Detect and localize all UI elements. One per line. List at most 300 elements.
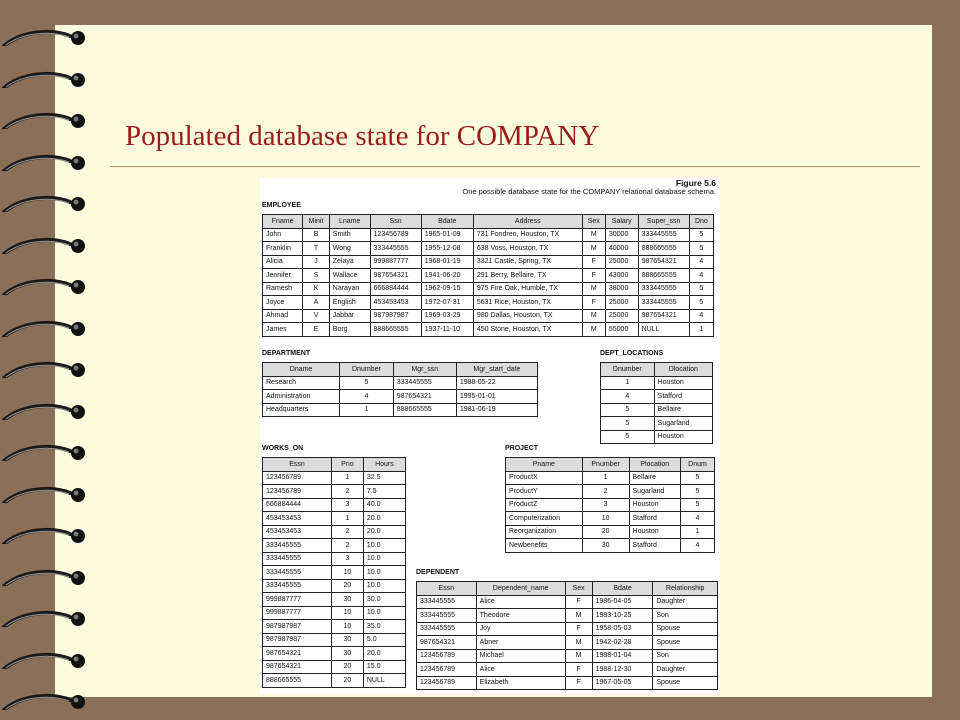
- binding-ring-icon: [0, 400, 100, 420]
- table-cell: 10: [331, 620, 363, 634]
- table-cell: F: [565, 595, 592, 609]
- table-row: [263, 620, 406, 634]
- table-cell: 666884444: [370, 282, 421, 296]
- table-cell: 987654321: [263, 660, 332, 674]
- table-cell: T: [303, 242, 330, 256]
- table-cell: ProductY: [506, 485, 583, 499]
- table-cell: 10: [331, 606, 363, 620]
- table-cell: 1967-05-05: [592, 676, 653, 690]
- table-cell: Newbenefits: [506, 539, 583, 553]
- column-header: Salary: [605, 215, 638, 229]
- table-row: [263, 606, 406, 620]
- binding-ring-icon: [0, 317, 100, 337]
- table-cell: 1983-10-25: [592, 609, 653, 623]
- table-header-row: [506, 458, 715, 472]
- table-row: [417, 609, 718, 623]
- table-cell: 5: [689, 282, 713, 296]
- table-cell: Computerization: [506, 512, 583, 526]
- table-cell: 333445555: [417, 609, 477, 623]
- table-cell: 5: [689, 242, 713, 256]
- binding-ring-icon: [0, 26, 100, 46]
- employee-table: [262, 214, 714, 337]
- table-cell: Elizabeth: [476, 676, 565, 690]
- table-cell: 30: [331, 593, 363, 607]
- table-cell: 10.0: [363, 606, 405, 620]
- table-cell: 5: [689, 228, 713, 242]
- table-cell: 43000: [605, 269, 638, 283]
- table-header-row: [263, 363, 538, 377]
- table-cell: 333445555: [393, 376, 456, 390]
- table-cell: 4: [689, 309, 713, 323]
- table-cell: 1962-09-15: [421, 282, 473, 296]
- table-cell: 333445555: [417, 595, 477, 609]
- table-row: [506, 539, 715, 553]
- table-cell: 1981-06-19: [456, 403, 537, 417]
- table-cell: M: [582, 323, 605, 337]
- table-cell: 975 Fire Oak, Humble, TX: [473, 282, 582, 296]
- table-row: [263, 269, 714, 283]
- table-cell: 10: [331, 566, 363, 580]
- table-row: [417, 595, 718, 609]
- table-cell: 123456789: [417, 676, 477, 690]
- table-cell: 888665555: [393, 403, 456, 417]
- table-cell: 40000: [605, 242, 638, 256]
- table-cell: Alicia: [263, 255, 303, 269]
- table-cell: 10.0: [363, 552, 405, 566]
- binding-ring-icon: [0, 192, 100, 212]
- table-cell: 1986-04-05: [592, 595, 653, 609]
- column-header: Super_ssn: [638, 215, 689, 229]
- table-cell: Bellaire: [654, 403, 712, 417]
- table-cell: 20: [331, 674, 363, 688]
- table-cell: ProductX: [506, 471, 583, 485]
- table-cell: 5: [681, 485, 715, 499]
- table-row: [417, 636, 718, 650]
- table-cell: Alice: [476, 595, 565, 609]
- table-cell: Son: [653, 609, 718, 623]
- column-header: Dnumber: [340, 363, 394, 377]
- table-row: [263, 242, 714, 256]
- table-cell: Headquarters: [263, 403, 340, 417]
- table-cell: 7.5: [363, 485, 405, 499]
- table-cell: V: [303, 309, 330, 323]
- table-cell: Jennifer: [263, 269, 303, 283]
- dept-locations-table: [600, 362, 713, 444]
- table-cell: Spouse: [653, 636, 718, 650]
- table-cell: Ramesh: [263, 282, 303, 296]
- table-cell: 5631 Rice, Houston, TX: [473, 296, 582, 310]
- table-cell: M: [582, 282, 605, 296]
- table-cell: M: [565, 609, 592, 623]
- table-cell: 1968-01-19: [421, 255, 473, 269]
- figure-panel: [260, 178, 720, 694]
- table-cell: 291 Berry, Bellaire, TX: [473, 269, 582, 283]
- table-cell: Wallace: [329, 269, 370, 283]
- column-header: Plocation: [629, 458, 680, 472]
- table-cell: 5.0: [363, 633, 405, 647]
- table-cell: Reorganization: [506, 525, 583, 539]
- table-cell: 10: [582, 512, 629, 526]
- table-cell: 30: [331, 647, 363, 661]
- figure-number: Figure 5.6: [675, 178, 716, 188]
- table-cell: Alice: [476, 663, 565, 677]
- table-row: [601, 403, 713, 417]
- column-header: Bdate: [592, 582, 653, 596]
- table-cell: Franklin: [263, 242, 303, 256]
- table-row: [263, 403, 538, 417]
- table-cell: Smith: [329, 228, 370, 242]
- table-row: [417, 663, 718, 677]
- table-cell: 123456789: [263, 471, 332, 485]
- table-cell: F: [582, 255, 605, 269]
- column-header: Dlocation: [654, 363, 712, 377]
- employee-label: EMPLOYEE: [262, 202, 301, 209]
- figure-caption: One possible database state for the COMPANY relational database schema.: [462, 187, 716, 196]
- table-row: [506, 512, 715, 526]
- table-cell: 1: [681, 525, 715, 539]
- table-cell: 5: [681, 471, 715, 485]
- table-cell: 1995-01-01: [456, 390, 537, 404]
- binding-ring-icon: [0, 566, 100, 586]
- table-row: [263, 579, 406, 593]
- table-cell: 5: [340, 376, 394, 390]
- column-header: Address: [473, 215, 582, 229]
- table-cell: Daughter: [653, 595, 718, 609]
- table-cell: S: [303, 269, 330, 283]
- table-cell: 38000: [605, 282, 638, 296]
- binding-ring-icon: [0, 234, 100, 254]
- table-row: [601, 417, 713, 431]
- column-header: Dnum: [681, 458, 715, 472]
- column-header: Dno: [689, 215, 713, 229]
- table-cell: 1: [582, 471, 629, 485]
- table-cell: 32.5: [363, 471, 405, 485]
- table-cell: 987987987: [370, 309, 421, 323]
- table-cell: 453453453: [370, 296, 421, 310]
- table-cell: 2: [331, 485, 363, 499]
- table-cell: 25000: [605, 255, 638, 269]
- table-cell: ProductZ: [506, 498, 583, 512]
- table-cell: 1958-05-03: [592, 622, 653, 636]
- table-row: [263, 282, 714, 296]
- table-row: [263, 323, 714, 337]
- table-cell: 55000: [605, 323, 638, 337]
- table-cell: Abner: [476, 636, 565, 650]
- table-cell: Bellaire: [629, 471, 680, 485]
- title-divider: [110, 166, 920, 167]
- table-cell: 2: [582, 485, 629, 499]
- table-cell: Son: [653, 649, 718, 663]
- table-cell: M: [582, 242, 605, 256]
- table-row: [506, 485, 715, 499]
- column-header: Essn: [417, 582, 477, 596]
- table-cell: Ahmad: [263, 309, 303, 323]
- table-cell: Research: [263, 376, 340, 390]
- works-on-table: [262, 457, 406, 688]
- binding-ring-icon: [0, 524, 100, 544]
- column-header: Pno: [331, 458, 363, 472]
- table-cell: 888665555: [263, 674, 332, 688]
- binding-ring-icon: [0, 151, 100, 171]
- table-cell: Stafford: [629, 512, 680, 526]
- binding-ring-icon: [0, 483, 100, 503]
- table-row: [263, 525, 406, 539]
- table-row: [417, 622, 718, 636]
- table-cell: 987987987: [263, 633, 332, 647]
- table-cell: Michael: [476, 649, 565, 663]
- table-cell: Houston: [629, 525, 680, 539]
- department-label: DEPARTMENT: [262, 350, 311, 357]
- table-cell: 453453453: [263, 525, 332, 539]
- table-cell: 450 Stone, Houston, TX: [473, 323, 582, 337]
- column-header: Pnumber: [582, 458, 629, 472]
- table-row: [263, 660, 406, 674]
- table-row: [263, 552, 406, 566]
- table-cell: 1955-12-08: [421, 242, 473, 256]
- table-cell: 4: [681, 539, 715, 553]
- table-cell: 10.0: [363, 566, 405, 580]
- table-row: [263, 390, 538, 404]
- table-cell: Houston: [629, 498, 680, 512]
- column-header: Fname: [263, 215, 303, 229]
- table-cell: 333445555: [263, 552, 332, 566]
- table-cell: 30000: [605, 228, 638, 242]
- column-header: Bdate: [421, 215, 473, 229]
- table-row: [601, 376, 713, 390]
- table-row: [601, 390, 713, 404]
- table-cell: 987654321: [638, 255, 689, 269]
- table-cell: 333445555: [263, 579, 332, 593]
- table-row: [263, 593, 406, 607]
- table-row: [263, 674, 406, 688]
- table-cell: 999887777: [263, 606, 332, 620]
- table-cell: 333445555: [638, 296, 689, 310]
- table-cell: 1: [331, 471, 363, 485]
- table-row: [263, 255, 714, 269]
- table-cell: M: [565, 649, 592, 663]
- dept-locations-label: DEPT_LOCATIONS: [600, 350, 664, 357]
- table-cell: 1942-02-28: [592, 636, 653, 650]
- table-cell: 30.0: [363, 593, 405, 607]
- table-cell: Spouse: [653, 622, 718, 636]
- table-row: [263, 647, 406, 661]
- table-cell: 40.0: [363, 498, 405, 512]
- project-table: [505, 457, 715, 553]
- table-cell: Borg: [329, 323, 370, 337]
- table-cell: 453453453: [263, 512, 332, 526]
- table-cell: A: [303, 296, 330, 310]
- table-cell: Sugarland: [629, 485, 680, 499]
- column-header: Ssn: [370, 215, 421, 229]
- table-cell: 888665555: [370, 323, 421, 337]
- table-cell: 1988-12-30: [592, 663, 653, 677]
- table-cell: 987654321: [263, 647, 332, 661]
- table-cell: Administration: [263, 390, 340, 404]
- table-cell: 1: [689, 323, 713, 337]
- table-row: [263, 485, 406, 499]
- table-cell: 1969-03-29: [421, 309, 473, 323]
- table-cell: 731 Fondren, Houston, TX: [473, 228, 582, 242]
- table-cell: Stafford: [629, 539, 680, 553]
- table-row: [506, 525, 715, 539]
- table-row: [506, 498, 715, 512]
- table-cell: 30: [331, 633, 363, 647]
- table-cell: 333445555: [263, 566, 332, 580]
- table-cell: 987987987: [263, 620, 332, 634]
- table-row: [506, 471, 715, 485]
- table-cell: 638 Voss, Houston, TX: [473, 242, 582, 256]
- binding-ring-icon: [0, 690, 100, 710]
- table-cell: 20: [331, 660, 363, 674]
- table-cell: 5: [689, 296, 713, 310]
- table-cell: English: [329, 296, 370, 310]
- table-row: [263, 539, 406, 553]
- table-header-row: [263, 458, 406, 472]
- table-cell: B: [303, 228, 330, 242]
- table-cell: 4: [601, 390, 655, 404]
- table-cell: Jabbar: [329, 309, 370, 323]
- table-cell: Wong: [329, 242, 370, 256]
- table-cell: 123456789: [417, 663, 477, 677]
- binding-ring-icon: [0, 441, 100, 461]
- table-cell: NULL: [363, 674, 405, 688]
- table-cell: 3: [582, 498, 629, 512]
- table-cell: 25000: [605, 309, 638, 323]
- table-cell: 333445555: [370, 242, 421, 256]
- table-cell: 2: [331, 539, 363, 553]
- table-cell: 1988-01-04: [592, 649, 653, 663]
- table-cell: 20.0: [363, 512, 405, 526]
- table-cell: 5: [681, 498, 715, 512]
- table-cell: 3: [331, 498, 363, 512]
- table-cell: Houston: [654, 376, 712, 390]
- table-cell: 25000: [605, 296, 638, 310]
- table-row: [263, 309, 714, 323]
- department-table: [262, 362, 538, 417]
- table-cell: 20.0: [363, 525, 405, 539]
- table-cell: 30: [582, 539, 629, 553]
- column-header: Mgr_ssn: [393, 363, 456, 377]
- table-cell: 10.0: [363, 579, 405, 593]
- table-cell: Narayan: [329, 282, 370, 296]
- table-row: [263, 228, 714, 242]
- table-cell: Joyce: [263, 296, 303, 310]
- table-cell: 2: [331, 525, 363, 539]
- table-cell: NULL: [638, 323, 689, 337]
- column-header: Lname: [329, 215, 370, 229]
- table-cell: Spouse: [653, 676, 718, 690]
- works-on-label: WORKS_ON: [262, 445, 304, 452]
- table-cell: 980 Dallas, Houston, TX: [473, 309, 582, 323]
- table-row: [263, 376, 538, 390]
- table-row: [417, 649, 718, 663]
- table-cell: 1965-01-09: [421, 228, 473, 242]
- column-header: Dname: [263, 363, 340, 377]
- table-cell: K: [303, 282, 330, 296]
- dependent-label: DEPENDENT: [416, 569, 460, 576]
- table-cell: James: [263, 323, 303, 337]
- table-cell: M: [582, 228, 605, 242]
- column-header: Mgr_start_date: [456, 363, 537, 377]
- table-cell: 123456789: [263, 485, 332, 499]
- table-cell: Sugarland: [654, 417, 712, 431]
- table-cell: 3: [331, 552, 363, 566]
- table-cell: Stafford: [654, 390, 712, 404]
- table-cell: 333445555: [263, 539, 332, 553]
- table-cell: 1937-11-10: [421, 323, 473, 337]
- binding-ring-icon: [0, 649, 100, 669]
- table-row: [263, 633, 406, 647]
- table-cell: Zelaya: [329, 255, 370, 269]
- table-row: [263, 566, 406, 580]
- table-cell: 987654321: [417, 636, 477, 650]
- column-header: Dependent_name: [476, 582, 565, 596]
- column-header: Essn: [263, 458, 332, 472]
- table-cell: Joy: [476, 622, 565, 636]
- table-cell: 1972-07-31: [421, 296, 473, 310]
- table-cell: J: [303, 255, 330, 269]
- table-cell: 5: [601, 403, 655, 417]
- table-header-row: [601, 363, 713, 377]
- table-cell: 20: [582, 525, 629, 539]
- table-cell: 666884444: [263, 498, 332, 512]
- table-cell: 1: [331, 512, 363, 526]
- table-cell: 999887777: [370, 255, 421, 269]
- table-row: [263, 498, 406, 512]
- project-label: PROJECT: [505, 445, 539, 452]
- table-cell: 4: [689, 269, 713, 283]
- table-cell: 999887777: [263, 593, 332, 607]
- table-cell: 333445555: [638, 282, 689, 296]
- table-row: [417, 676, 718, 690]
- table-cell: F: [565, 622, 592, 636]
- table-cell: 1: [340, 403, 394, 417]
- binding-ring-icon: [0, 109, 100, 129]
- table-row: [263, 512, 406, 526]
- table-cell: 1941-06-20: [421, 269, 473, 283]
- table-cell: 123456789: [417, 649, 477, 663]
- table-cell: 1988-05-22: [456, 376, 537, 390]
- table-cell: 3321 Castle, Spring, TX: [473, 255, 582, 269]
- table-cell: 5: [601, 430, 655, 444]
- table-header-row: [417, 582, 718, 596]
- table-cell: 10.0: [363, 539, 405, 553]
- table-cell: 1: [601, 376, 655, 390]
- table-cell: John: [263, 228, 303, 242]
- table-cell: Daughter: [653, 663, 718, 677]
- column-header: Hours: [363, 458, 405, 472]
- column-header: Dnumber: [601, 363, 655, 377]
- table-row: [263, 471, 406, 485]
- table-cell: Theodore: [476, 609, 565, 623]
- table-cell: 15.0: [363, 660, 405, 674]
- table-cell: M: [565, 636, 592, 650]
- table-row: [601, 430, 713, 444]
- table-cell: 987654321: [370, 269, 421, 283]
- table-cell: M: [582, 309, 605, 323]
- table-cell: F: [582, 296, 605, 310]
- dependent-table: [416, 581, 718, 690]
- table-cell: 333445555: [417, 622, 477, 636]
- table-cell: 888665555: [638, 269, 689, 283]
- table-cell: 4: [689, 255, 713, 269]
- table-cell: 20.0: [363, 647, 405, 661]
- table-cell: 35.0: [363, 620, 405, 634]
- column-header: Minit: [303, 215, 330, 229]
- table-header-row: [263, 215, 714, 229]
- table-cell: F: [565, 676, 592, 690]
- column-header: Relationship: [653, 582, 718, 596]
